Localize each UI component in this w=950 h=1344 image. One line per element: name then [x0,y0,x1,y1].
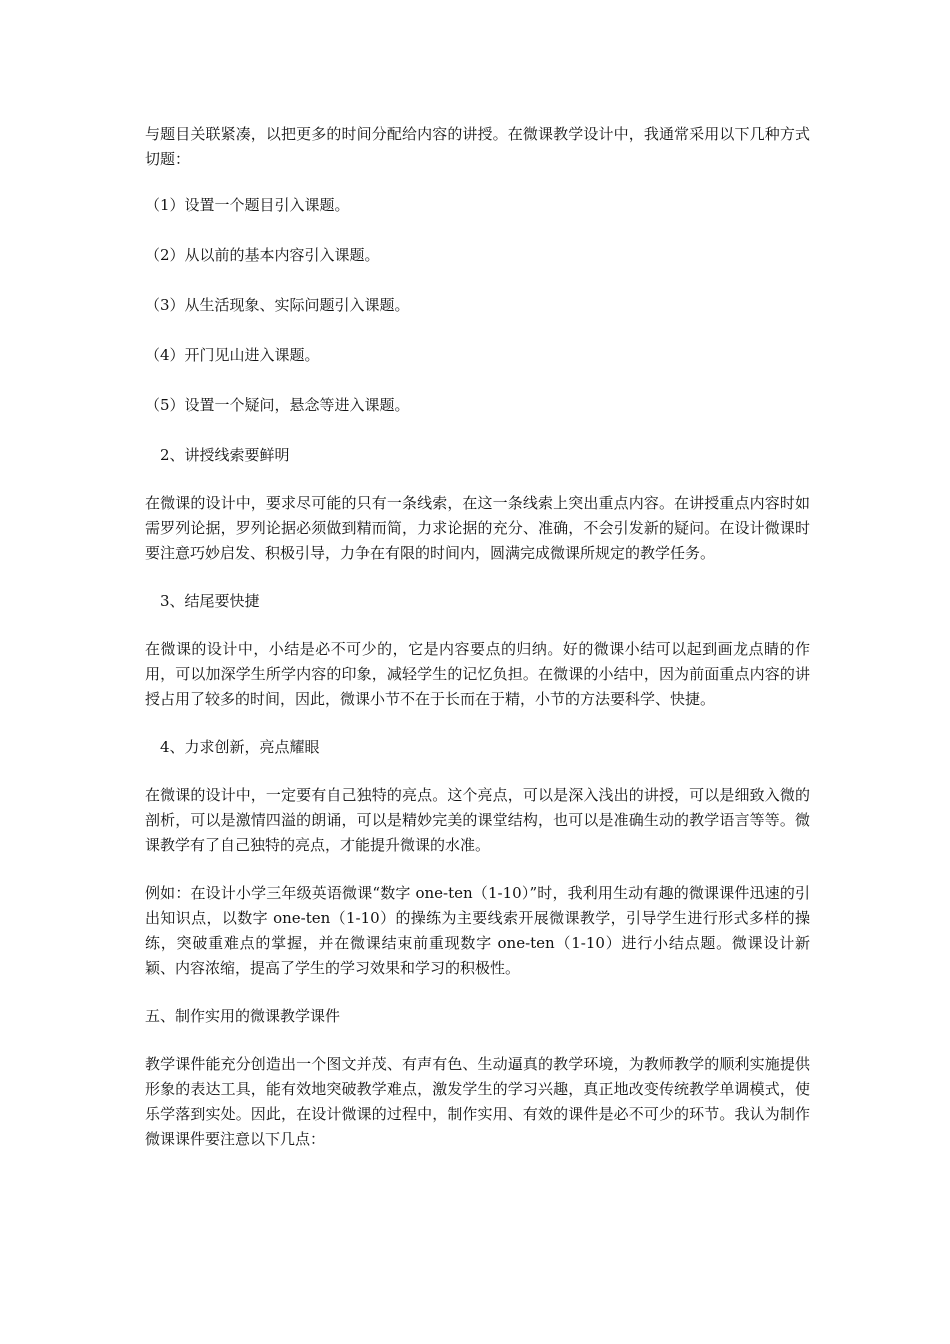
section-heading-4: 4、力求创新，亮点耀眼 [160,738,320,756]
section-heading-5: 五、制作实用的微课教学课件 [145,1007,341,1025]
list-item: （2）从以前的基本内容引入课题。 [145,246,380,264]
list-item: （1）设置一个题目引入课题。 [145,196,350,214]
list-item: （3）从生活现象、实际问题引入课题。 [145,296,410,314]
section-body-3: 在微课的设计中，小结是必不可少的，它是内容要点的归纳。好的微课小结可以起到画龙点睛的作用，可以加深学生所学内容的印象，减轻学生的记忆负担。在微课的小结中，因为前面重点内容的讲授占用了较多的时间，因此，微课小节不在于长而在于精，小节的方法要科学、快捷。 [145,640,810,708]
example-paragraph: 例如：在设计小学三年级英语微课“数字 one-ten（1-10）”时，我利用生动有趣的微课课件迅速的引出知识点，以数字 one-ten（1-10）的操练为主要线索开展微课教学，引导学生进行形式多样的操练，突破重难点的掌握，并在微课结束前重现数字 one-ten（1-10）进行小结点题。微课设计新颖、内容浓缩，提高了学生的学习效果和学习的积极性。 [145,884,810,977]
section-body-2: 在微课的设计中，要求尽可能的只有一条线索，在这一条线索上突出重点内容。在讲授重点内容时如需罗列论据，罗列论据必须做到精而简，力求论据的充分、准确，不会引发新的疑问。在设计微课时要注意巧妙启发、积极引导，力争在有限的时间内，圆满完成微课所规定的教学任务。 [145,494,810,562]
section-body-5: 教学课件能充分创造出一个图文并茂、有声有色、生动逼真的教学环境，为教师教学的顺利实施提供形象的表达工具，能有效地突破教学难点，激发学生的学习兴趣，真正地改变传统教学单调模式，使乐学落到实处。因此，在设计微课的过程中，制作实用、有效的课件是必不可少的环节。我认为制作微课课件要注意以下几点： [145,1055,810,1148]
list-item: （5）设置一个疑问，悬念等进入课题。 [145,396,410,414]
list-item: （4）开门见山进入课题。 [145,346,320,364]
document-page [145,122,810,1175]
section-heading-2: 2、讲授线索要鲜明 [160,446,290,464]
section-heading-3: 3、结尾要快捷 [160,592,260,610]
intro-paragraph: 与题目关联紧凑，以把更多的时间分配给内容的讲授。在微课教学设计中，我通常采用以下几种方式切题： [145,125,810,168]
section-body-4: 在微课的设计中，一定要有自己独特的亮点。这个亮点，可以是深入浅出的讲授，可以是细致入微的剖析，可以是激情四溢的朗诵，可以是精妙完美的课堂结构，也可以是准确生动的教学语言等等。微课教学有了自己独特的亮点，才能提升微课的水准。 [145,786,810,854]
